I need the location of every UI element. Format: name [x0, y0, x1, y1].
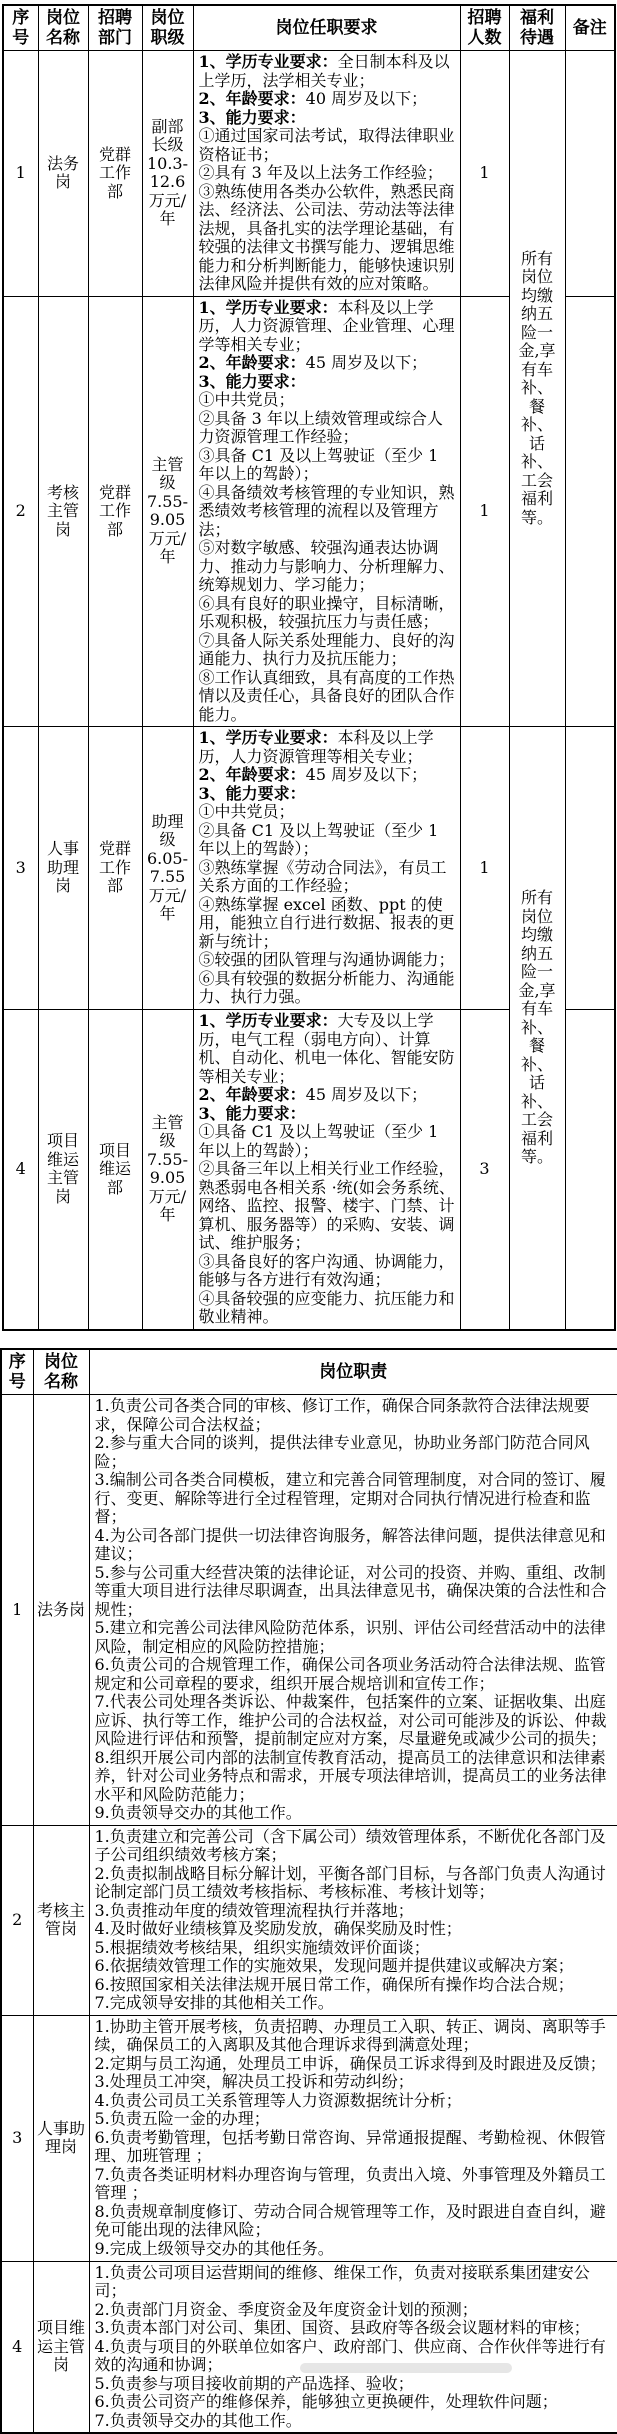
column-header: 岗位职责	[89, 1349, 617, 1395]
duty-item: 4.负责公司员工关系管理等人力资源数据统计分析；	[94, 2090, 462, 2110]
requirement-text: 40 周岁及以下；	[305, 89, 428, 108]
duty-item: 6.按照国家相关法律法规开展日常工作，确保所有操作均合法合规；	[94, 1974, 574, 1994]
level-salary: 7.55-9.05万元/年	[146, 491, 189, 567]
requirement-item	[199, 90, 457, 109]
requirements-cell	[193, 1010, 460, 1330]
requirement-item	[199, 970, 457, 1007]
requirement-label: 2、年龄要求：	[198, 765, 306, 785]
requirement-item	[199, 127, 457, 164]
requirement-text: 45 周岁及以下；	[305, 765, 428, 785]
duty-item: 7.完成领导安排的其他相关工作。	[94, 1993, 334, 2012]
duty-item: 8.负责规章制度修订、劳动合同合规管理等工作，及时跟进自查自纠，避免可能出现的法律风险；	[94, 2201, 606, 2240]
requirement-label: 1、学历专业要求：	[198, 1011, 338, 1030]
duty-item: 4.负责与项目的外联单位如客户、政府部门、供应商、合作伙伴等进行有效的沟通和协调；	[94, 2336, 606, 2374]
requirement-label: 2、年龄要求：	[198, 353, 306, 372]
requirement-item	[199, 632, 457, 669]
duty-item: 1.负责公司项目运营期间的维修、维保工作，负责对接联系集团建安公司；	[94, 2262, 590, 2300]
row-number-cell: 3	[3, 727, 38, 1010]
requirement-text: ⑤较强的团队管理与沟通协调能力；	[198, 950, 455, 970]
duties-cell	[89, 2261, 617, 2433]
requirement-item	[199, 373, 457, 392]
duty-item: 7.代表公司处理各类诉讼、仲裁案件，包括案件的立案、证据收集、出庭应诉、执行等工作，维护公司的合法权益，对公司可能涉及的诉讼、仲裁风险进行评估和预警，提前制定应对方案，尽量避免或减少公司的损失；	[94, 1692, 607, 1748]
requirement-text: ②具有 3 年及以上法务工作经验；	[198, 163, 443, 182]
duty-item: 6.负责公司的合规管理工作，确保公司各项业务活动符合法律法规、监管规定和公司章程的要求，组织开展合规培训和宣传工作；	[94, 1655, 606, 1693]
requirement-text: ⑧工作认真细致，具有高度的工作热情以及责任心，具备良好的团队合作能力。	[198, 667, 455, 724]
requirement-item	[199, 354, 457, 373]
requirement-item	[199, 1086, 457, 1105]
duty-item: 5.参与公司重大经营决策的法律论证，对公司的投资、并购、重组、改制等重大项目进行法律尽职调查，出具法律意见书，确保决策的合法性和合规性；	[94, 1562, 607, 1619]
row-number-cell: 2	[1, 1825, 33, 2015]
level-salary-cell	[142, 727, 193, 1010]
level-grade: 主管级	[151, 1112, 184, 1151]
duty-item: 2.负责部门月资金、季度资金及年度资金计划的预测；	[94, 2299, 478, 2319]
headcount-cell: 1	[460, 51, 509, 297]
requirement-text: 45 周岁及以下；	[305, 1085, 428, 1104]
row-number-cell: 2	[3, 296, 38, 727]
requirements-cell	[193, 51, 460, 297]
headcount-cell: 1	[460, 727, 509, 1010]
requirement-item	[199, 53, 457, 90]
position-name-cell: 项目维运主管岗	[33, 2261, 89, 2433]
position-name-cell: 项目维运主管岗	[38, 1010, 88, 1330]
requirement-label: 3、能力要求：	[198, 107, 306, 127]
row-number-cell: 3	[1, 2015, 33, 2261]
requirement-item	[199, 539, 457, 595]
level-salary-cell	[142, 1010, 193, 1330]
benefits-cell: 所有岗位均缴纳五险一金,享有车补、餐补、话补、工会福利等。	[509, 727, 565, 1330]
requirement-item	[199, 766, 457, 785]
requirement-item	[199, 595, 457, 632]
requirement-text: ④熟练掌握 excel 函数、ppt 的使用，能独立自行进行数据、报表的更新与统计；	[198, 894, 455, 951]
duty-item: 2.定期与员工沟通，处理员工申诉，确保员工诉求得到及时跟进及反馈；	[94, 2053, 606, 2073]
duty-item: 6.负责公司资产的维修保养，能够独立更换硬件，处理软件问题；	[94, 2392, 558, 2411]
requirement-text: ③熟练使用各类办公软件，熟悉民商法、经济法、公司法、劳动法等法律法规，具备扎实的法学理论基础，有较强的法律文书撰写能力、逻辑思维能力和分析判断能力，能够快速识别法律风险并提供有效的应对策略。	[198, 181, 455, 293]
duty-item: 5.建立和完善公司法律风险防范体系，识别、评估公司经营活动中的法律风险，制定相应的风险防控措施；	[94, 1618, 606, 1656]
requirement-label: 1、学历专业要求：	[198, 297, 338, 317]
recruitment-header-row	[3, 5, 615, 51]
column-header: 序号	[3, 5, 38, 51]
requirement-label: 2、年龄要求：	[198, 89, 306, 108]
column-header: 福利待遇	[509, 5, 565, 51]
requirement-item	[199, 896, 457, 952]
requirement-text: 本科及以上学历，人力资源管理等相关专业；	[198, 728, 434, 766]
remarks-cell	[565, 1010, 615, 1330]
level-salary: 7.55-9.05万元/年	[146, 1149, 189, 1225]
requirement-item	[199, 109, 457, 128]
requirement-text: ⑥具有较强的数据分析能力、沟通能力、执行力强。	[198, 968, 455, 1007]
requirement-text: ①中共党员；	[198, 802, 295, 822]
requirement-text: ③熟练掌握《劳动合同法》，有员工关系方面的工作经验；	[198, 857, 447, 896]
department-cell: 党群工作部	[88, 296, 142, 727]
requirement-item	[199, 183, 457, 294]
remarks-cell	[565, 727, 615, 1010]
requirement-label: 1、学历专业要求：	[198, 52, 338, 71]
level-grade: 副部长级	[151, 116, 184, 155]
requirement-item	[199, 1160, 457, 1253]
duty-item: 5.负责五险一金的办理；	[94, 2109, 270, 2129]
remarks-cell	[565, 296, 615, 727]
requirement-text: 本科及以上学历，人力资源管理、企业管理、心理学等相关专业；	[198, 297, 455, 354]
position-name-cell: 法务岗	[38, 51, 88, 297]
row-number-cell: 1	[3, 51, 38, 297]
requirement-text: ⑥具有良好的职业操守，目标清晰，乐观积极，较强抗压力与责任感；	[198, 593, 455, 631]
requirement-label: 2、年龄要求：	[198, 1085, 306, 1104]
requirement-item	[199, 729, 457, 766]
duty-item: 7.负责各类证明材料办理咨询与管理，负责出入境、外事管理及外籍员工管理 ；	[94, 2164, 606, 2203]
duty-item: 1.负责公司各类合同的审核、修订工作，确保合同条款符合法律法规要求，保障公司合法权益；	[94, 1396, 590, 1434]
level-grade: 主管级	[151, 454, 184, 493]
column-header: 岗位名称	[33, 1349, 89, 1395]
duty-item: 3.处理员工冲突，解决员工投诉和劳动纠纷；	[94, 2072, 414, 2092]
requirement-label: 3、能力要求：	[198, 1103, 306, 1123]
requirement-item	[199, 859, 457, 896]
requirement-text: ②具备三年以上相关行业工作经验，熟悉弱电各相关系 ·统(如会务系统、网络、监控、报警、楼宇、门禁、计算机、服务器等）的采购、安装、调试、维护服务；	[198, 1159, 455, 1252]
duty-item: 9.负责领导交办的其他工作。	[94, 1803, 302, 1822]
duties-cell	[89, 2015, 617, 2261]
duty-item: 5.根据绩效考核结果，组织实施绩效评价面谈；	[94, 1937, 430, 1957]
requirement-item	[199, 164, 457, 183]
recruitment-table-body	[3, 51, 615, 1330]
requirement-text: ④具备较强的应变能力、抗压能力和敬业精神。	[198, 1288, 455, 1326]
position-name-cell: 人事助理岗	[38, 727, 88, 1010]
row-number-cell: 1	[1, 1395, 33, 1826]
column-header: 招聘人数	[460, 5, 509, 51]
requirement-item	[199, 484, 457, 540]
requirement-text: ①通过国家司法考试，取得法律职业资格证书；	[198, 126, 455, 164]
duty-item: 4.及时做好业绩核算及奖励发放，确保奖励及时性；	[94, 1919, 462, 1938]
level-salary-cell	[142, 51, 193, 297]
duty-item: 1.协助主管开展考核，负责招聘、办理员工入职、转正、调岗、离职等手续，确保员工的入离职及其他合理诉求得到满意处理；	[94, 2016, 606, 2055]
recruitment-table	[2, 4, 616, 1331]
level-salary: 10.3-12.6万元/年	[146, 153, 189, 229]
requirement-item	[199, 669, 457, 725]
headcount-cell: 3	[460, 1010, 509, 1330]
duty-item: 6.依据绩效管理工作的实施效果，发现问题并提供建议或解决方案；	[94, 1956, 574, 1975]
duty-item: 5.负责参与项目接收前期的产品选择、验收；	[94, 2373, 414, 2393]
requirement-item	[199, 1105, 457, 1124]
row-number-cell: 4	[1, 2261, 33, 2433]
duty-item: 7.负责领导交办的其他工作。	[94, 2410, 302, 2430]
column-header: 岗位职级	[142, 5, 193, 51]
duty-row	[1, 1395, 617, 1826]
position-name-cell: 法务岗	[33, 1395, 89, 1826]
requirement-text: ⑦具备人际关系处理能力、良好的沟通能力、执行力及抗压能力；	[198, 630, 455, 668]
duty-item: 2.参与重大合同的谈判，提供法律专业意见，协助业务部门防范合同风险；	[94, 1433, 590, 1471]
requirement-text: ②具备 C1 及以上驾驶证（至少 1 年以上的驾龄）；	[198, 820, 439, 859]
requirement-text: ⑤对数字敏感、较强沟通表达协调力、推动力与影响力、分析理解力、统筹规划力、学习能力；	[198, 538, 455, 594]
remarks-cell	[565, 51, 615, 297]
duty-item: 3.负责本部门对公司、集团、国资、县政府等各级会议题材料的审核；	[94, 2318, 590, 2337]
requirement-text: ①中共党员；	[198, 390, 295, 409]
duty-item: 1.负责建立和完善公司（含下属公司）绩效管理体系，不断优化各部门及子公司组织绩效考核方案；	[94, 1826, 606, 1864]
headcount-cell: 1	[460, 296, 509, 727]
requirement-item	[199, 299, 457, 355]
position-name-cell: 考核主管岗	[33, 1825, 89, 2015]
position-name-cell: 人事助理岗	[33, 2015, 89, 2261]
duties-cell	[89, 1395, 617, 1826]
requirement-item	[199, 1123, 457, 1160]
requirement-item	[199, 1012, 457, 1086]
duty-item: 2.负责拟制战略目标分解计划，平衡各部门目标，与各部门负责人沟通讨论制定部门员工绩效考核指标、考核标准、考核计划等；	[94, 1863, 606, 1901]
requirement-label: 3、能力要求：	[198, 783, 306, 803]
level-grade: 助理级	[151, 811, 184, 849]
duties-header-row	[1, 1349, 617, 1395]
requirement-item	[199, 1253, 457, 1290]
requirement-text: ③具备良好的客户沟通、协调能力，能够与各方进行有效沟通；	[198, 1251, 455, 1289]
column-header: 岗位任职要求	[193, 5, 460, 51]
level-salary-cell	[142, 296, 193, 727]
requirement-text: 45 周岁及以下；	[305, 353, 428, 372]
requirement-label: 3、能力要求：	[198, 371, 306, 391]
requirement-text: ④具备绩效考核管理的专业知识，熟悉绩效考核管理的流程以及管理方法；	[198, 482, 455, 539]
position-name-cell: 考核主管岗	[38, 296, 88, 727]
requirement-item	[199, 785, 457, 804]
duty-row	[1, 2261, 617, 2433]
requirement-item	[199, 803, 457, 822]
department-cell: 党群工作部	[88, 51, 142, 297]
duty-row	[1, 1825, 617, 2015]
requirement-text: 全日制本科及以上学历，法学相关专业；	[198, 52, 450, 90]
requirements-cell	[193, 727, 460, 1010]
column-header: 岗位名称	[38, 5, 88, 51]
requirement-item	[199, 410, 457, 447]
requirement-label: 1、学历专业要求：	[198, 728, 338, 748]
duty-item: 3.编制公司各类合同模板，建立和完善合同管理制度，对合同的签订、履行、变更、解除等进行全过程管理，定期对合同执行情况进行检查和监督；	[94, 1470, 606, 1526]
column-header: 备注	[565, 5, 615, 51]
requirement-text: 大专及以上学历，电气工程（弱电方向）、计算机、自动化、机电一体化、智能安防等相关专业；	[198, 1011, 455, 1086]
requirement-text: ③具备 C1 及以上驾驶证（至少 1 年以上的驾龄）；	[198, 445, 439, 483]
column-header: 序号	[1, 1349, 33, 1395]
requirement-item	[199, 1290, 457, 1327]
requirements-cell	[193, 296, 460, 727]
duties-table-body	[1, 1395, 617, 2434]
duties-cell	[89, 1825, 617, 2015]
requirement-item	[199, 391, 457, 410]
duty-item: 3.负责推动年度的绩效管理流程执行并落地；	[94, 1900, 414, 1920]
duty-item: 9.完成上级领导交办的其他任务。	[94, 2238, 334, 2258]
position-row	[3, 51, 615, 297]
requirement-text: ②具备 3 年以上绩效管理或综合人力资源管理工作经验；	[198, 408, 443, 446]
row-number-cell: 4	[3, 1010, 38, 1330]
position-row	[3, 727, 615, 1010]
smudge-artifact	[300, 2363, 512, 2373]
department-cell: 项目维运部	[88, 1010, 142, 1330]
benefits-cell: 所有岗位均缴纳五险一金,享有车补、餐补、话补、工会福利等。	[509, 51, 565, 727]
duty-item: 8.组织开展公司内部的法制宣传教育活动，提高员工的法律意识和法律素养，针对公司业务特点和需求，开展专项法律培训，提高员工的业务法律水平和风险防范能力；	[94, 1747, 607, 1804]
duties-table	[0, 1348, 617, 2434]
level-salary: 6.05-7.55万元/年	[146, 848, 189, 923]
requirement-text: ①具备 C1 及以上驾驶证（至少 1 年以上的驾龄）；	[198, 1122, 439, 1160]
duty-item: 6.负责考勤管理，包括考勤日常咨询、异常通报提醒、考勤检视、休假管理、加班管理 ；	[94, 2127, 606, 2166]
department-cell: 党群工作部	[88, 727, 142, 1010]
requirement-item	[199, 951, 457, 970]
requirement-item	[199, 822, 457, 859]
requirement-item	[199, 447, 457, 484]
column-header: 招聘部门	[88, 5, 142, 51]
duty-row	[1, 2015, 617, 2261]
duty-item: 4.为公司各部门提供一切法律咨询服务，解答法律问题，提供法律意见和建议；	[94, 1525, 606, 1563]
